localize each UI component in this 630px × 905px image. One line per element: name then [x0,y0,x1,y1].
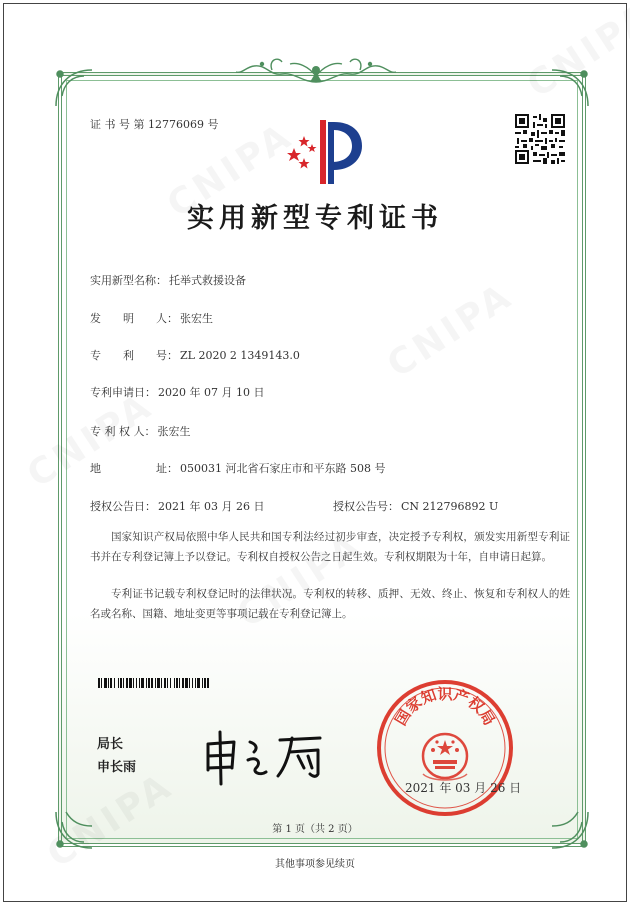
barcode-bar [161,678,162,688]
barcode-bar [207,678,209,688]
barcode-bar [129,678,132,688]
barcode-bar [108,678,109,688]
field-value: CN 212796892 U [401,500,499,513]
barcode-bar [204,678,206,688]
barcode-bar [179,678,180,688]
field-label: 专 利 权 人： [90,425,156,438]
seal-text: 国家知识产权局 [391,684,499,729]
corner-ornament-icon [52,66,98,112]
signature-icon [200,722,350,792]
barcode-bar [167,678,168,688]
barcode-bar [118,678,119,688]
field-value: 2020 年 07 月 10 日 [158,386,265,399]
field-value: 张宏生 [157,425,191,438]
barcode-bar [114,678,115,688]
barcode-bar [146,678,147,688]
barcode-bar [189,678,190,688]
barcode-bar [174,678,175,688]
seal-date: 2021 年 03 月 26 日 [405,781,522,795]
barcode-bar [104,678,107,688]
barcode-bar [170,678,171,688]
field-value: 托举式救援设备 [169,274,246,287]
barcode-bar [195,678,196,688]
field-label: 专 利 号： [90,349,178,362]
barcode-bar [136,678,137,688]
barcode-bar [148,678,150,688]
official-seal-icon [375,678,515,818]
barcode-bar [123,678,124,688]
barcode-bar [155,678,156,688]
certificate-number: 证 书 号 第 12776069 号 [90,118,219,131]
field-label: 发 明 人： [90,312,178,325]
field-value: 050031 河北省石家庄市和平东路 508 号 [180,462,386,475]
field-inventor [90,310,213,326]
legal-status-statement: 专利证书记载专利权登记时的法律状况。专利权的转移、质押、无效、终止、恢复和专利权人的姓名或名称、国籍、地址变更等事项记载在专利登记簿上。 [90,588,570,620]
barcode-bar [139,678,140,688]
barcode-bar [133,678,134,688]
official-title: 局长 [97,737,124,752]
field-grant-number [333,498,498,514]
top-ornament-icon [232,52,400,88]
field-label: 地 址： [90,462,178,475]
certificate-title: 实用新型专利证书 [187,203,443,234]
barcode-bar [176,678,178,688]
barcode [98,678,258,688]
barcode-bar [120,678,122,688]
official-name: 申长雨 [97,760,137,775]
field-label: 授权公告号： [333,500,399,513]
barcode-bar [101,678,102,688]
corner-ornament-icon [546,66,592,112]
barcode-bar [185,678,188,688]
field-label: 实用新型名称： [90,274,167,287]
grant-statement: 国家知识产权局依照中华人民共和国专利法经过初步审查，决定授予专利权，颁发实用新型专利证书并在专利登记簿上予以登记。专利权自授权公告之日起生效。专利权期限为十年，自申请日起算。 [90,531,570,563]
field-application-date [90,384,264,400]
barcode-bar [151,678,153,688]
barcode-bar [141,678,144,688]
field-address [90,460,385,476]
field-label: 专利申请日： [90,386,156,399]
field-grant-date [90,498,264,514]
field-patentee [90,423,191,439]
barcode-bar [110,678,112,688]
barcode-bar [202,678,203,688]
qr-code [515,114,565,164]
field-value: ZL 2020 2 1349143.0 [180,349,300,362]
footer-note: 其他事项参见续页 [275,859,355,870]
barcode-bar [98,678,100,688]
field-utility-model-name [90,272,246,288]
page-number: 第 1 页（共 2 页） [272,824,358,835]
field-value: 张宏生 [180,312,213,325]
barcode-bar [182,678,184,688]
barcode-bar [157,678,160,688]
barcode-bar [164,678,166,688]
barcode-bar [197,678,200,688]
barcode-bar [126,678,128,688]
field-label: 授权公告日： [90,500,156,513]
field-patent-number [90,347,300,363]
field-value: 2021 年 03 月 26 日 [158,500,265,513]
barcode-bar [192,678,193,688]
cnipa-logo-icon [282,114,368,190]
